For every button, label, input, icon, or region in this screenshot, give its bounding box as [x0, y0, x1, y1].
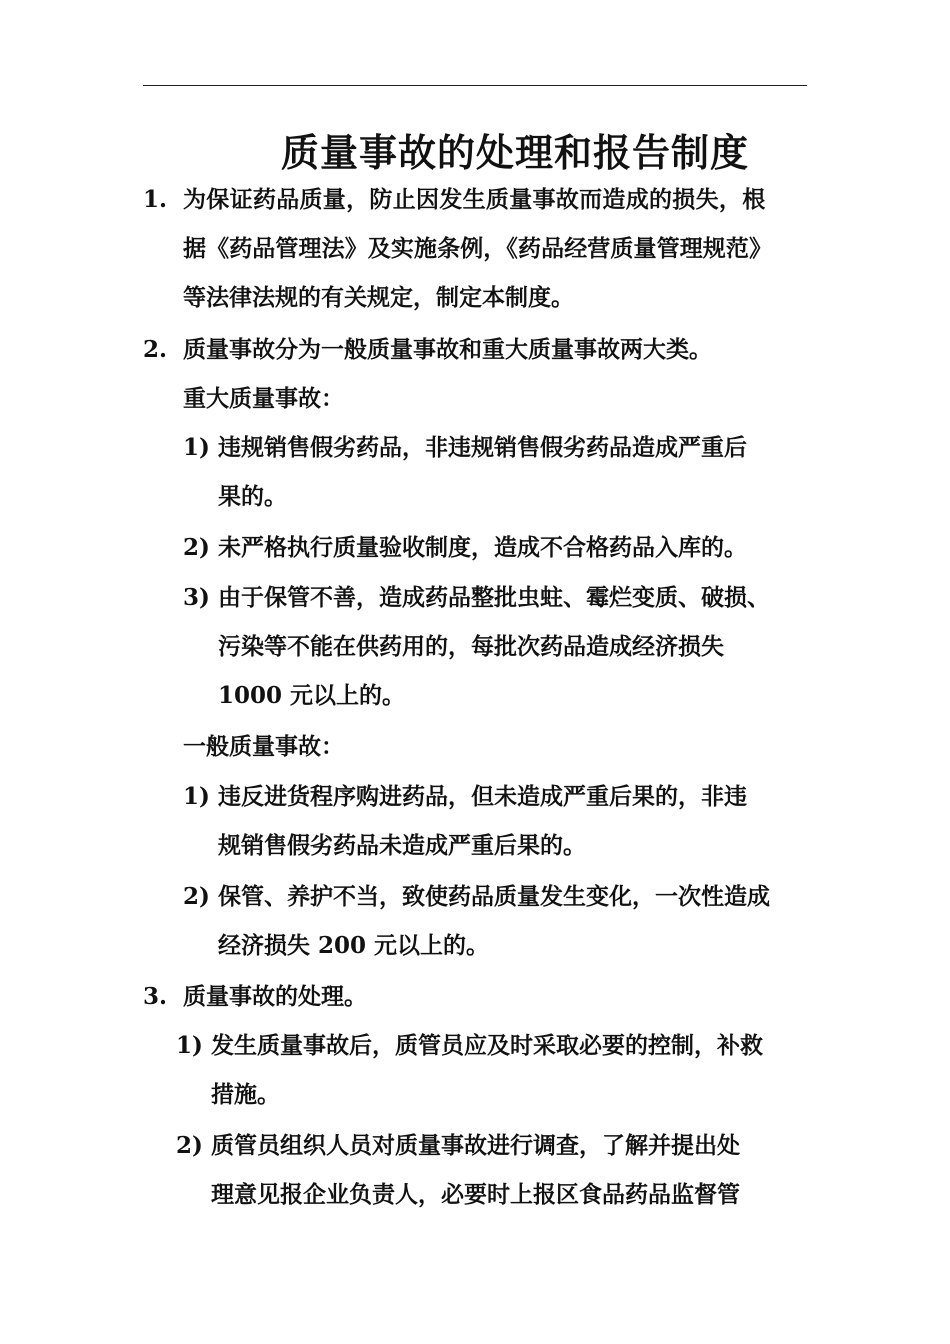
major-item-3-line-3: 1000 元以上的。	[218, 682, 406, 709]
major-item-2-line-1: 未严格执行质量验收制度，造成不合格药品入库的。	[218, 534, 747, 561]
handling-item-1-number: 1)	[176, 1032, 203, 1059]
handling-item-2-line-1: 质管员组织人员对质量事故进行调查，了解并提出处	[211, 1132, 740, 1159]
general-item-2-line-1: 保管、养护不当，致使药品质量发生变化，一次性造成	[218, 883, 770, 910]
major-item-3-line-2: 污染等不能在供药用的，每批次药品造成经济损失	[218, 633, 724, 660]
general-item-1-line-1: 违反进货程序购进药品，但未造成严重后果的，非违	[218, 783, 747, 810]
major-item-1-line-1: 违规销售假劣药品，非违规销售假劣药品造成严重后	[218, 434, 747, 461]
major-item-3-line-1: 由于保管不善，造成药品整批虫蛀、霉烂变质、破损、	[218, 584, 770, 611]
header-rule	[143, 85, 807, 86]
major-item-2-number: 2)	[183, 534, 210, 561]
handling-item-2-number: 2)	[176, 1132, 203, 1159]
section-3-number: 3.	[143, 983, 168, 1010]
general-item-2-line-2: 经济损失 200 元以上的。	[218, 932, 490, 959]
general-accident-heading: 一般质量事故：	[183, 733, 344, 760]
handling-item-1-line-2: 措施。	[211, 1081, 280, 1108]
major-item-3-number: 3)	[183, 584, 210, 611]
section-1-line-3: 等法律法规的有关规定，制定本制度。	[183, 284, 574, 311]
major-item-1-line-2: 果的。	[218, 483, 287, 510]
handling-item-1-line-1: 发生质量事故后，质管员应及时采取必要的控制，补救	[211, 1032, 763, 1059]
section-2-number: 2.	[143, 336, 168, 363]
general-item-1-line-2: 规销售假劣药品未造成严重后果的。	[218, 832, 586, 859]
section-3-intro: 质量事故的处理。	[183, 983, 367, 1010]
handling-item-2-line-2: 理意见报企业负责人，必要时上报区食品药品监督管	[211, 1181, 740, 1208]
general-item-2-number: 2)	[183, 883, 210, 910]
section-2-intro: 质量事故分为一般质量事故和重大质量事故两大类。	[183, 336, 712, 363]
major-item-1-number: 1)	[183, 434, 210, 461]
section-1-line-2: 据《药品管理法》及实施条例，《药品经营质量管理规范》	[183, 235, 773, 262]
section-1-line-1: 为保证药品质量，防止因发生质量事故而造成的损失，根	[183, 186, 766, 213]
major-accident-heading: 重大质量事故：	[183, 385, 344, 412]
section-1-number: 1.	[143, 186, 168, 213]
document-title: 质量事故的处理和报告制度	[280, 130, 749, 175]
general-item-1-number: 1)	[183, 783, 210, 810]
